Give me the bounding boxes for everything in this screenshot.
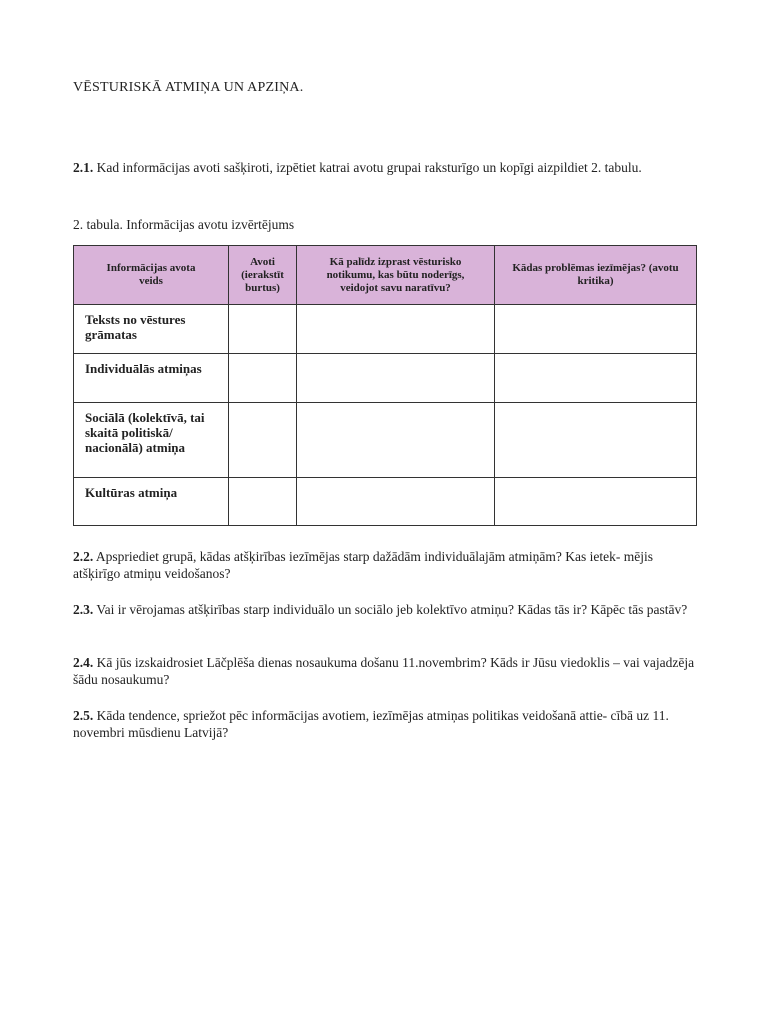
answer-cell[interactable] <box>229 403 297 478</box>
task-number: 2.5. <box>73 708 94 723</box>
task-text: Vai ir vērojamas atšķirības starp individuālo un sociālo jeb kolektīvo atmiņu? Kādas tās ir? Kāpēc tās pastāv? <box>96 602 688 617</box>
answer-cell[interactable] <box>297 403 495 478</box>
row-label: Teksts no vēstures grāmatas <box>74 305 229 354</box>
row-label: Individuālās atmiņas <box>74 354 229 403</box>
answer-cell[interactable] <box>495 305 697 354</box>
table-row <box>74 305 697 354</box>
header-how-helps: Kā palīdz izprast vēsturisko notikumu, kas būtu noderīgs, veidojot savu naratīvu? <box>297 246 495 305</box>
evaluation-table <box>73 245 697 526</box>
table-row <box>74 354 697 403</box>
answer-cell[interactable] <box>229 354 297 403</box>
task-text: Kad informācijas avoti sašķiroti, izpētiet katrai avotu grupai raksturīgo un kopīgi aizpildiet 2. tabulu. <box>96 160 642 175</box>
answer-cell[interactable] <box>297 478 495 526</box>
task-text: Apspriediet grupā, kādas atšķirības iezīmējas starp dažādām individuālajām atmiņām? Kas ietek- mējis atšķirīgo atmiņu veidošanos? <box>73 549 653 581</box>
row-label: Kultūras atmiņa <box>74 478 229 526</box>
task-2-1 <box>73 159 695 176</box>
answer-cell[interactable] <box>297 305 495 354</box>
table-caption: 2. tabula. Informācijas avotu izvērtējums <box>73 217 295 232</box>
answer-cell[interactable] <box>495 354 697 403</box>
answer-cell[interactable] <box>495 478 697 526</box>
table-row <box>74 478 697 526</box>
row-label: Sociālā (kolektīvā, tai skaitā politiskā/ nacionālā) atmiņa <box>74 403 229 478</box>
task-number: 2.4. <box>73 655 94 670</box>
task-text: Kāda tendence, spriežot pēc informācijas avotiem, iezīmējas atmiņas politikas veidošanā attie- cībā uz 11. novembri mūsdienu Latvijā? <box>73 708 669 740</box>
header-problems: Kādas problēmas iezīmējas? (avotu kritika) <box>495 246 697 305</box>
task-number: 2.1. <box>73 160 94 175</box>
answer-cell[interactable] <box>229 305 297 354</box>
task-2-2 <box>73 548 695 582</box>
answer-cell[interactable] <box>229 478 297 526</box>
task-2-3 <box>73 601 695 618</box>
table-header-row <box>74 246 697 305</box>
header-sources: Avoti (ierakstīt burtus) <box>229 246 297 305</box>
answer-cell[interactable] <box>297 354 495 403</box>
task-2-5 <box>73 707 695 741</box>
task-2-4 <box>73 654 695 688</box>
table-row <box>74 403 697 478</box>
task-text: Kā jūs izskaidrosiet Lāčplēša dienas nosaukuma došanu 11.novembrim? Kāds ir Jūsu viedoklis – vai vajadzēja šādu nosaukumu? <box>73 655 695 687</box>
document-title: VĒSTURISKĀ ATMIŅA UN APZIŅA. <box>73 80 304 95</box>
header-source-type: Informācijas avota veids <box>74 246 229 305</box>
answer-cell[interactable] <box>495 403 697 478</box>
task-number: 2.2. <box>73 549 94 564</box>
task-number: 2.3. <box>73 602 94 617</box>
